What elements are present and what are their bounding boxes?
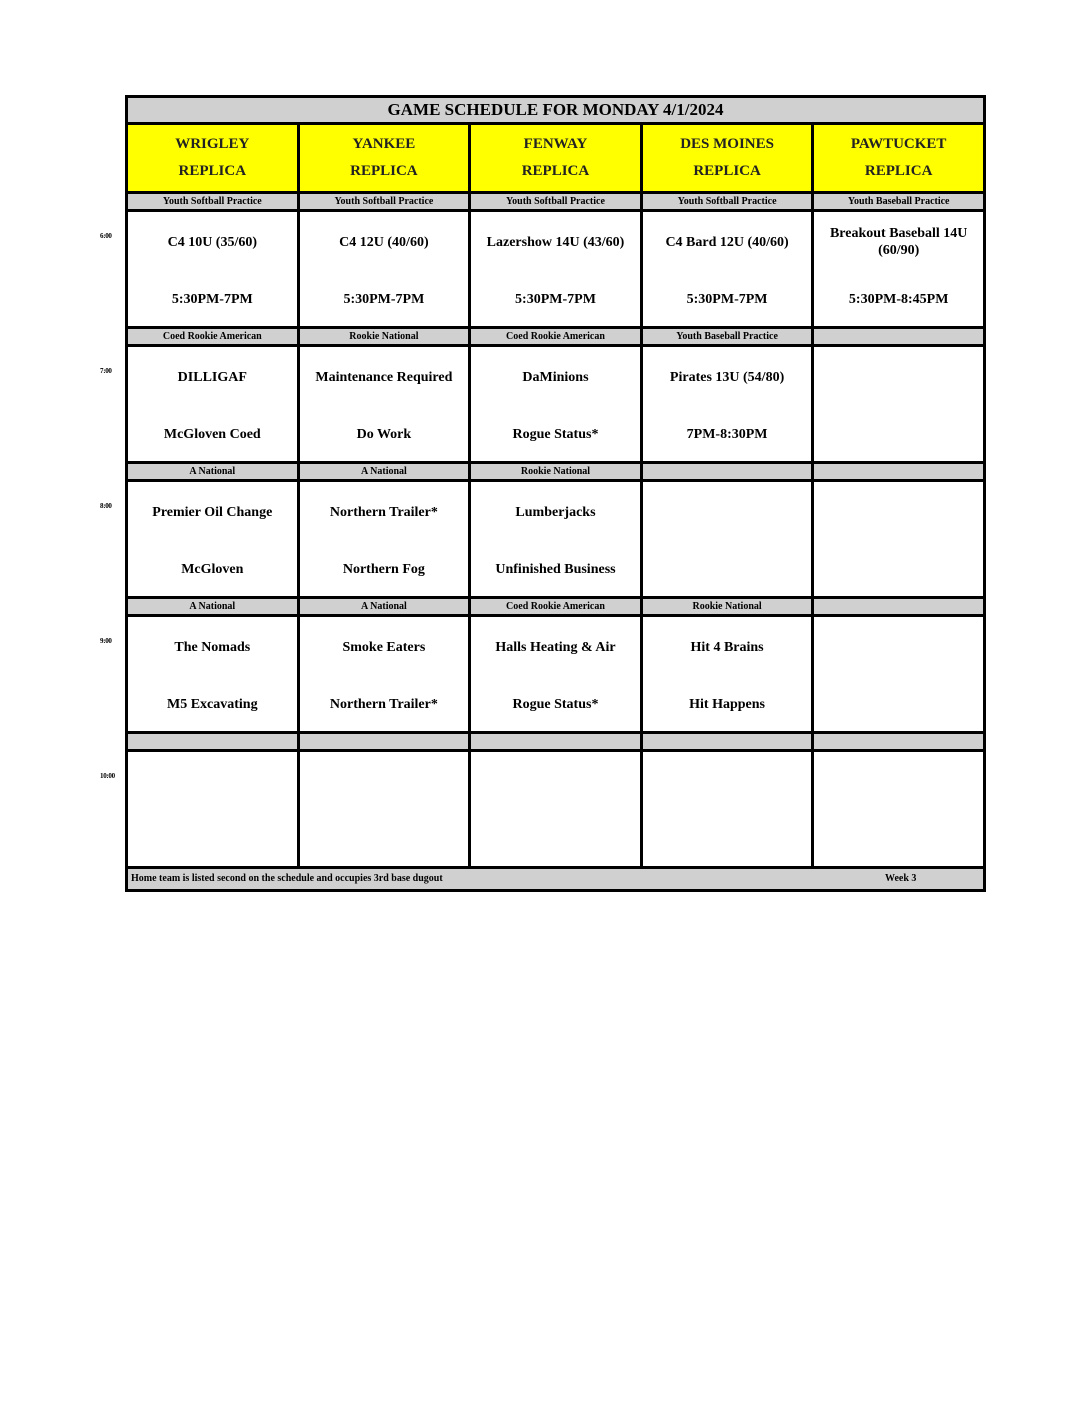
division-label: Youth Baseball Practice [643,329,815,344]
footer-bar [128,869,983,889]
field-header [128,125,300,191]
field-name: YANKEE [352,136,416,152]
division-label: Youth Baseball Practice [847,196,950,207]
game-cell [643,212,815,326]
away-team: C4 10U (35/60) [167,235,258,250]
game-cell [471,482,643,596]
division-label: Youth Softball Practice [128,194,300,209]
division-label: Youth Softball Practice [471,194,643,209]
game-cell [471,617,643,731]
field-header [300,125,472,191]
away-team: Northern Trailer* [329,505,438,520]
home-team: Northern Trailer* [329,697,438,712]
home-team: McGloven [181,562,244,577]
division-label: Rookie National [471,464,643,479]
division-label [643,464,815,479]
division-label [471,734,643,749]
away-team: Maintenance Required [315,370,453,385]
division-label: Rookie National [300,329,472,344]
game-cell [471,752,643,866]
game-cell [643,752,815,866]
home-team: 5:30PM-7PM [515,292,596,307]
division-label: A National [128,464,300,479]
field-subtitle: REPLICA [178,163,247,179]
field-header [471,125,643,191]
time-label: 8:00 [100,502,112,510]
game-cell [300,752,472,866]
home-team: Rogue Status* [512,427,599,442]
division-label: Youth Softball Practice [643,194,815,209]
home-team: 7PM-8:30PM [686,427,768,442]
game-cell [814,617,983,731]
division-label: Coed Rookie American [471,599,643,614]
field-subtitle: REPLICA [521,163,590,179]
division-band [128,194,983,212]
division-label: A National [300,464,472,479]
away-team: Breakout Baseball 14U (60/90) [829,226,968,258]
division-label [814,599,983,614]
home-team: Northern Fog [342,562,425,577]
field-subtitle: REPLICA [693,163,761,179]
division-label [300,734,472,749]
division-label: Youth Softball Practice [300,194,472,209]
home-team-note: Home team is listed second on the schedule and occupies 3rd base dugout [131,873,443,884]
field-header [814,125,983,191]
away-team: Halls Heating & Air [495,640,616,655]
time-label: 10:00 [100,772,115,780]
away-team: Hit 4 Brains [690,640,764,655]
field-subtitle: REPLICA [864,163,933,179]
game-cell [300,617,472,731]
division-label: Coed Rookie American [471,329,643,344]
division-label: A National [300,599,472,614]
game-cell [814,212,983,326]
home-team: Do Work [356,427,412,442]
game-row [128,212,983,329]
home-team: Unfinished Business [495,562,616,577]
field-name: PAWTUCKET [850,136,947,152]
game-cell [300,212,472,326]
division-band [128,599,983,617]
away-team: The Nomads [174,640,251,655]
game-row [128,482,983,599]
game-row [128,617,983,734]
division-label: A National [128,599,300,614]
away-team: Smoke Eaters [342,640,426,655]
division-band [128,329,983,347]
game-cell [643,347,815,461]
away-team: DILLIGAF [177,370,247,385]
schedule-sheet [125,95,986,892]
away-team: DaMinions [522,370,589,385]
game-cell [814,347,983,461]
field-header [643,125,815,191]
home-team: 5:30PM-8:45PM [848,292,949,307]
game-row [128,347,983,464]
game-cell [300,347,472,461]
home-team: M5 Excavating [166,697,258,712]
away-team: Premier Oil Change [152,505,273,520]
away-team: Lazershow 14U (43/60) [486,235,625,250]
game-cell [814,482,983,596]
field-name: DES MOINES [680,136,774,152]
division-label [814,329,983,344]
home-team: Hit Happens [689,697,765,712]
game-cell [128,347,300,461]
division-label [643,734,815,749]
game-cell [128,482,300,596]
division-band [128,734,983,752]
week-label: Week 3 [885,873,917,884]
division-label [814,464,983,479]
game-cell [643,482,815,596]
home-team: 5:30PM-7PM [343,292,425,307]
division-band [128,464,983,482]
home-team: Rogue Status* [512,697,599,712]
home-team: McGloven Coed [163,427,261,442]
time-label: 9:00 [100,637,112,645]
game-cell [814,752,983,866]
game-cell [128,617,300,731]
away-team: C4 12U (40/60) [339,235,429,250]
field-name: WRIGLEY [175,136,250,152]
field-name: FENWAY [523,136,588,152]
away-team: Pirates 13U (54/80) [669,370,785,385]
away-team: Lumberjacks [515,505,596,520]
game-cell [471,347,643,461]
game-cell [128,752,300,866]
field-subtitle: REPLICA [350,163,418,179]
schedule-title: GAME SCHEDULE FOR MONDAY 4/1/2024 [128,98,983,125]
division-label [128,734,300,749]
game-row [128,752,983,869]
time-label: 7:00 [100,367,112,375]
field-header-row [128,125,983,194]
game-cell [643,617,815,731]
away-team: C4 Bard 12U (40/60) [665,235,789,250]
game-cell [471,212,643,326]
division-label: Coed Rookie American [128,329,300,344]
time-slots [128,194,983,869]
time-label: 6:00 [100,232,112,240]
game-cell [300,482,472,596]
home-team: 5:30PM-7PM [171,292,253,307]
division-label: Rookie National [643,599,815,614]
home-team: 5:30PM-7PM [686,292,768,307]
division-label [814,734,983,749]
game-cell [128,212,300,326]
